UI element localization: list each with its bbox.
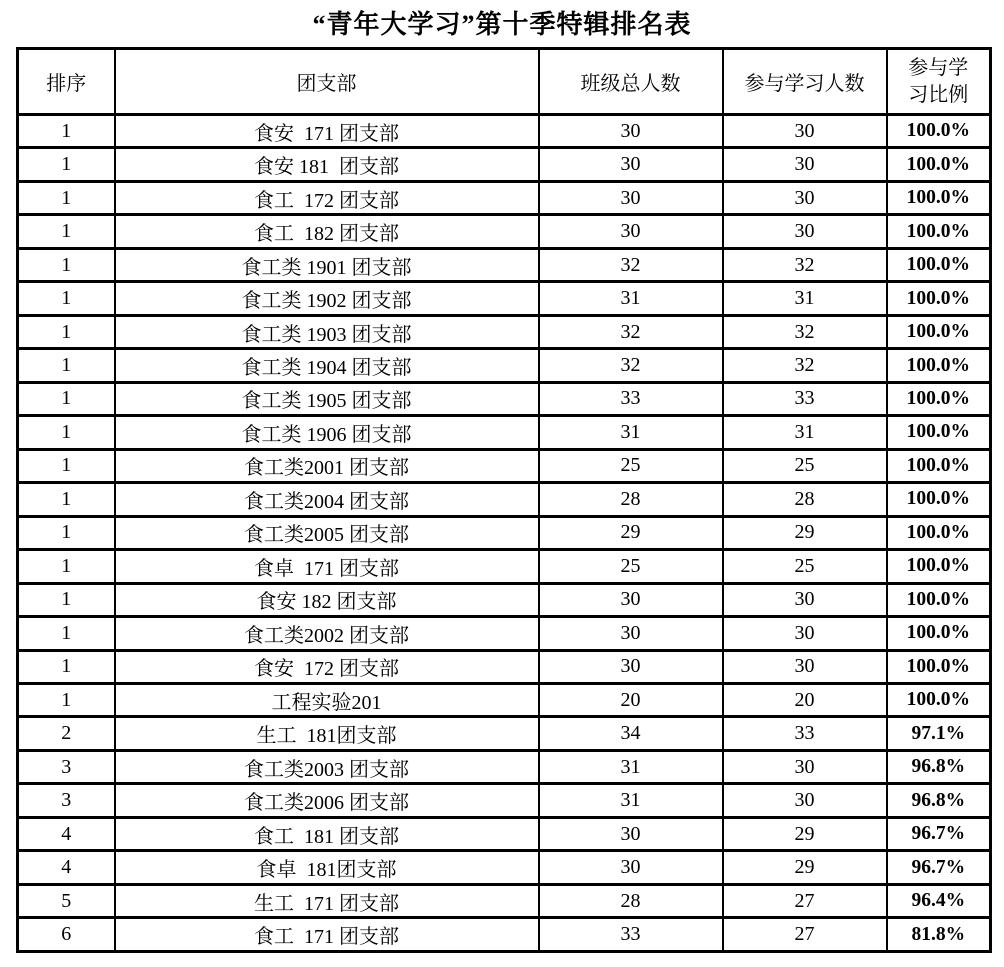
cell-class-total: 20 bbox=[539, 683, 723, 716]
cell-participants: 27 bbox=[723, 918, 887, 952]
table-row bbox=[18, 617, 991, 650]
cell-ratio: 100.0% bbox=[887, 181, 991, 214]
cell-ratio: 96.8% bbox=[887, 750, 991, 783]
cell-ratio: 81.8% bbox=[887, 918, 991, 952]
cell-class-total: 28 bbox=[539, 483, 723, 516]
cell-participants: 25 bbox=[723, 550, 887, 583]
cell-participants: 30 bbox=[723, 583, 887, 616]
cell-ratio: 100.0% bbox=[887, 550, 991, 583]
cell-branch: 食工类 1905 团支部 bbox=[115, 382, 539, 415]
cell-branch: 食工类 1902 团支部 bbox=[115, 282, 539, 315]
cell-branch: 食安 171 团支部 bbox=[115, 115, 539, 148]
cell-rank: 1 bbox=[18, 483, 115, 516]
table-row bbox=[18, 416, 991, 449]
cell-participants: 30 bbox=[723, 181, 887, 214]
cell-rank: 1 bbox=[18, 382, 115, 415]
cell-class-total: 32 bbox=[539, 315, 723, 348]
cell-rank: 1 bbox=[18, 583, 115, 616]
table-row bbox=[18, 483, 991, 516]
cell-ratio: 100.0% bbox=[887, 583, 991, 616]
cell-rank: 1 bbox=[18, 248, 115, 281]
cell-ratio: 100.0% bbox=[887, 315, 991, 348]
cell-rank: 1 bbox=[18, 650, 115, 683]
table-row bbox=[18, 683, 991, 716]
cell-ratio: 100.0% bbox=[887, 683, 991, 716]
cell-branch: 食安 172 团支部 bbox=[115, 650, 539, 683]
cell-branch: 工程实验201 bbox=[115, 683, 539, 716]
cell-class-total: 25 bbox=[539, 550, 723, 583]
cell-rank: 1 bbox=[18, 683, 115, 716]
cell-participants: 32 bbox=[723, 315, 887, 348]
cell-ratio: 100.0% bbox=[887, 416, 991, 449]
cell-ratio: 100.0% bbox=[887, 349, 991, 382]
cell-participants: 31 bbox=[723, 282, 887, 315]
cell-rank: 4 bbox=[18, 817, 115, 850]
cell-ratio: 100.0% bbox=[887, 483, 991, 516]
cell-rank: 1 bbox=[18, 516, 115, 549]
header-cell-ratio bbox=[887, 49, 991, 115]
cell-branch: 食工类 1904 团支部 bbox=[115, 349, 539, 382]
cell-class-total: 30 bbox=[539, 817, 723, 850]
table-row bbox=[18, 248, 991, 281]
cell-rank: 1 bbox=[18, 449, 115, 482]
header-ratio-line2: 习比例 bbox=[908, 83, 969, 106]
cell-class-total: 30 bbox=[539, 617, 723, 650]
cell-branch: 食工类2003 团支部 bbox=[115, 750, 539, 783]
table-row bbox=[18, 650, 991, 683]
header-cell-participants: 参与学习人数 bbox=[723, 49, 887, 115]
page-title: “青年大学习”第十季特辑排名表 bbox=[312, 10, 692, 39]
cell-participants: 20 bbox=[723, 683, 887, 716]
cell-rank: 1 bbox=[18, 115, 115, 148]
cell-branch: 食工类 1901 团支部 bbox=[115, 248, 539, 281]
cell-ratio: 100.0% bbox=[887, 115, 991, 148]
cell-branch: 食卓 171 团支部 bbox=[115, 550, 539, 583]
cell-participants: 30 bbox=[723, 750, 887, 783]
cell-branch: 食工类2001 团支部 bbox=[115, 449, 539, 482]
cell-class-total: 30 bbox=[539, 650, 723, 683]
cell-participants: 28 bbox=[723, 483, 887, 516]
cell-branch: 食工类 1906 团支部 bbox=[115, 416, 539, 449]
cell-ratio: 100.0% bbox=[887, 617, 991, 650]
table-row bbox=[18, 516, 991, 549]
header-row bbox=[18, 49, 991, 115]
cell-ratio: 96.4% bbox=[887, 884, 991, 917]
table-row bbox=[18, 115, 991, 148]
cell-ratio: 96.7% bbox=[887, 817, 991, 850]
cell-class-total: 30 bbox=[539, 583, 723, 616]
cell-branch: 食工 171 团支部 bbox=[115, 918, 539, 952]
cell-branch: 食工 172 团支部 bbox=[115, 181, 539, 214]
cell-rank: 1 bbox=[18, 282, 115, 315]
table-row bbox=[18, 750, 991, 783]
cell-participants: 30 bbox=[723, 784, 887, 817]
cell-branch: 食工 182 团支部 bbox=[115, 215, 539, 248]
table-row bbox=[18, 884, 991, 917]
cell-participants: 32 bbox=[723, 248, 887, 281]
header-cell-rank: 排序 bbox=[18, 49, 115, 115]
cell-rank: 1 bbox=[18, 215, 115, 248]
cell-participants: 32 bbox=[723, 349, 887, 382]
cell-participants: 30 bbox=[723, 115, 887, 148]
cell-class-total: 31 bbox=[539, 784, 723, 817]
cell-class-total: 33 bbox=[539, 918, 723, 952]
cell-rank: 1 bbox=[18, 416, 115, 449]
cell-rank: 2 bbox=[18, 717, 115, 750]
cell-branch: 食安 182 团支部 bbox=[115, 583, 539, 616]
table-row bbox=[18, 215, 991, 248]
cell-class-total: 30 bbox=[539, 851, 723, 884]
table-row bbox=[18, 784, 991, 817]
cell-ratio: 100.0% bbox=[887, 449, 991, 482]
table-row bbox=[18, 550, 991, 583]
cell-rank: 1 bbox=[18, 550, 115, 583]
cell-branch: 生工 181团支部 bbox=[115, 717, 539, 750]
cell-rank: 1 bbox=[18, 617, 115, 650]
cell-class-total: 32 bbox=[539, 248, 723, 281]
cell-participants: 33 bbox=[723, 382, 887, 415]
table-row bbox=[18, 349, 991, 382]
table-body bbox=[18, 115, 991, 952]
cell-participants: 29 bbox=[723, 817, 887, 850]
cell-branch: 生工 171 团支部 bbox=[115, 884, 539, 917]
table-row bbox=[18, 918, 991, 952]
table-row bbox=[18, 282, 991, 315]
cell-ratio: 100.0% bbox=[887, 282, 991, 315]
cell-class-total: 30 bbox=[539, 181, 723, 214]
cell-ratio: 100.0% bbox=[887, 248, 991, 281]
cell-class-total: 29 bbox=[539, 516, 723, 549]
cell-class-total: 31 bbox=[539, 416, 723, 449]
table-row bbox=[18, 181, 991, 214]
cell-participants: 30 bbox=[723, 215, 887, 248]
cell-branch: 食工类2006 团支部 bbox=[115, 784, 539, 817]
cell-branch: 食工类2004 团支部 bbox=[115, 483, 539, 516]
table-row bbox=[18, 583, 991, 616]
table-row bbox=[18, 148, 991, 181]
table-row bbox=[18, 449, 991, 482]
cell-class-total: 31 bbox=[539, 282, 723, 315]
ranking-table bbox=[16, 47, 992, 953]
cell-class-total: 30 bbox=[539, 148, 723, 181]
cell-rank: 1 bbox=[18, 349, 115, 382]
cell-ratio: 100.0% bbox=[887, 382, 991, 415]
table-row bbox=[18, 717, 991, 750]
cell-class-total: 33 bbox=[539, 382, 723, 415]
cell-branch: 食安 181 团支部 bbox=[115, 148, 539, 181]
cell-participants: 30 bbox=[723, 617, 887, 650]
cell-ratio: 96.7% bbox=[887, 851, 991, 884]
header-cell-class-total: 班级总人数 bbox=[539, 49, 723, 115]
cell-ratio: 96.8% bbox=[887, 784, 991, 817]
cell-rank: 1 bbox=[18, 181, 115, 214]
cell-class-total: 25 bbox=[539, 449, 723, 482]
cell-class-total: 28 bbox=[539, 884, 723, 917]
cell-rank: 6 bbox=[18, 918, 115, 952]
cell-ratio: 100.0% bbox=[887, 516, 991, 549]
cell-participants: 30 bbox=[723, 148, 887, 181]
cell-rank: 1 bbox=[18, 148, 115, 181]
cell-participants: 31 bbox=[723, 416, 887, 449]
header-cell-branch: 团支部 bbox=[115, 49, 539, 115]
cell-ratio: 100.0% bbox=[887, 650, 991, 683]
cell-branch: 食工类2005 团支部 bbox=[115, 516, 539, 549]
cell-rank: 3 bbox=[18, 750, 115, 783]
cell-participants: 33 bbox=[723, 717, 887, 750]
cell-class-total: 34 bbox=[539, 717, 723, 750]
cell-participants: 29 bbox=[723, 851, 887, 884]
table-row bbox=[18, 315, 991, 348]
cell-class-total: 32 bbox=[539, 349, 723, 382]
cell-participants: 25 bbox=[723, 449, 887, 482]
table-row bbox=[18, 851, 991, 884]
cell-class-total: 31 bbox=[539, 750, 723, 783]
cell-rank: 5 bbox=[18, 884, 115, 917]
cell-ratio: 100.0% bbox=[887, 148, 991, 181]
cell-class-total: 30 bbox=[539, 115, 723, 148]
cell-branch: 食工 181 团支部 bbox=[115, 817, 539, 850]
cell-participants: 30 bbox=[723, 650, 887, 683]
cell-ratio: 100.0% bbox=[887, 215, 991, 248]
cell-class-total: 30 bbox=[539, 215, 723, 248]
cell-ratio: 97.1% bbox=[887, 717, 991, 750]
table-row bbox=[18, 817, 991, 850]
cell-rank: 1 bbox=[18, 315, 115, 348]
header-ratio-line1: 参与学 bbox=[908, 56, 969, 79]
cell-participants: 27 bbox=[723, 884, 887, 917]
cell-branch: 食工类2002 团支部 bbox=[115, 617, 539, 650]
table-row bbox=[18, 382, 991, 415]
cell-branch: 食卓 181团支部 bbox=[115, 851, 539, 884]
cell-rank: 4 bbox=[18, 851, 115, 884]
cell-rank: 3 bbox=[18, 784, 115, 817]
cell-participants: 29 bbox=[723, 516, 887, 549]
cell-branch: 食工类 1903 团支部 bbox=[115, 315, 539, 348]
